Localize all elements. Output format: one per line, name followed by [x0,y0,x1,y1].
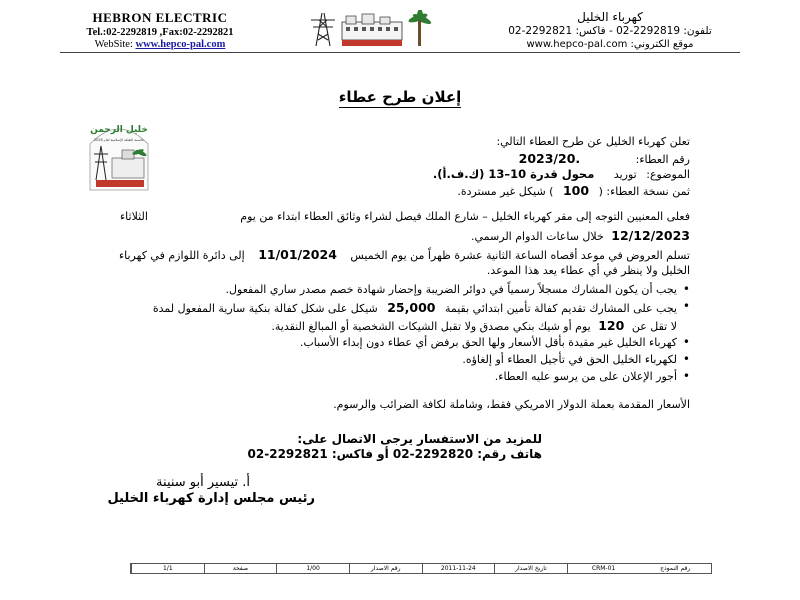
contact-phone-fax: هاتف رقم: 2292820-02 أو فاكس: 2292821-02 [247,447,542,461]
header-arabic [480,10,740,50]
website-link-ar[interactable]: www.hepco-pal.com [526,39,628,50]
tender-price-label: ثمن نسخة العطاء: ( [598,185,690,198]
footer-form-number: CRM-01 [567,564,640,573]
purchase-start-date: 12/12/2023 [611,228,690,243]
purchase-text: فعلى المعنيين التوجه إلى مقر كهرباء الخليل – شارع الملك فيصل لشراء وثائق العطاء ابتداء من يوم [240,210,690,223]
guarantee-days: 120 [598,318,625,333]
tender-subject-label: الموضوع: [646,168,690,181]
guarantee-text-c: لا تقل عن [631,320,677,333]
footer-page: 1/1 [131,564,204,573]
guarantee-text-d: يوم أو شيك بنكي مصدق ولا تقبل الشيكات الشخصية أو المبالغ النقدية. [271,320,591,333]
guarantee-amount: 25,000 [387,300,436,315]
contact-heading: للمزيد من الاستفسار يرجى الاتصال على: [297,432,542,446]
tender-price-suffix: ) شيكل غير مستردة. [457,185,554,198]
website-label-en: WebSite: [94,39,133,50]
header-divider [60,52,740,53]
tender-price-value: 100 [562,183,590,198]
phone-fax-ar: تلفون: 2292819-02 - فاكس: 2292821-02 [508,25,712,37]
website-label-ar: موقع الكتروني: [630,39,694,50]
tender-number-row [519,151,690,166]
company-name-ar: كهرباء الخليل [577,10,643,24]
footer-issue-date: 2011-11-24 [422,564,495,573]
purchase-hours-text: خلال ساعات الدوام الرسمي. [471,230,604,243]
tender-subject-row [433,167,690,181]
guarantee-text-a: يجب على المشارك تقديم كفالة تأمين ابتدائي بقيمة [444,302,677,315]
tender-number-value: 2023/20. [518,151,581,166]
document-footer-table [130,563,712,574]
bullet-postpone: لكهرباء الخليل الحق في تأجيل العطاء أو إلغاؤه. • [462,353,677,366]
website-en [55,39,265,50]
footer-version: 1/00 [276,564,349,573]
culture-capital-logo-icon [86,114,152,194]
intro-text: تعلن كهرباء الخليل عن طرح العطاء التالي: [496,135,690,148]
bullet-ad-fees: أجور الإعلان على من يرسو عليه العطاء. • [495,370,677,383]
tender-subject-type: توريد [613,168,637,181]
signature-position: رئيس مجلس إدارة كهرباء الخليل [107,491,315,506]
logo-sub-text: عاصمة الثقافة الإسلامية لعام 2026 [93,138,145,142]
tender-subject-text: محول قدرة 10–13 (ك.ف.أ). [432,167,595,181]
submission-dept-text: إلى دائرة اللوازم في كهرباء [118,249,245,262]
phone-fax-en: Tel.:02-2292819 ,Fax:02-2292821 [86,27,234,38]
company-name-en: HEBRON ELECTRIC [92,10,228,25]
submission-deadline-date: 11/01/2024 [258,247,337,262]
submission-row [119,247,690,262]
page-title-text: إعلان طرح عطاء [338,88,462,106]
page-title [0,88,800,106]
bullet-tax-registration: يجب أن يكون المشارك مسجلاً رسمياً في دوائر الضريبة وإحضار شهادة خصم مصدر ساري المفعول. • [226,283,677,296]
footer-page-label: صفحة [204,564,277,573]
currency-note: الأسعار المقدمة بعملة الدولار الامريكي فقط، وشاملة لكافة الضرائب والرسوم. [333,398,690,411]
company-logo-icon [308,10,438,48]
footer-form-number-label: رقم النموذج [660,565,691,572]
submission-text: تسلم العروض في موعد أقصاه الساعة الثانية عشرة ظهراً من يوم الخميس [350,249,690,262]
footer-issue-date-label: تاريخ الاصدار [494,564,567,573]
guarantee-duration-row [271,318,677,333]
signature-name: أ. تيسير أبو سنينة [156,475,250,490]
submission-note: الخليل ولا ينظر في أي عطاء يعد هذا الموعد. [486,264,690,277]
footer-version-label: رقم الاصدار [349,564,422,573]
website-ar [480,39,740,50]
tender-price-row [457,183,690,198]
bullet-bank-guarantee [153,300,677,315]
logo-main-text: خليل الرحمن [90,125,148,135]
website-link-en[interactable]: www.hepco-pal.com [135,39,226,50]
purchase-date-row [471,228,690,243]
bullet-lowest-price: كهرباء الخليل غير مقيدة بأقل الأسعار ولها الحق برفض أي عطاء دون إبداء الأسباب. • [300,336,677,349]
purchase-day: الثلاثاء [120,210,148,223]
header-english [55,10,265,50]
tender-number-label: رقم العطاء: [635,153,690,166]
guarantee-text-b: شيكل على شكل كفالة بنكية سارية المفعول لمدة [152,302,378,315]
